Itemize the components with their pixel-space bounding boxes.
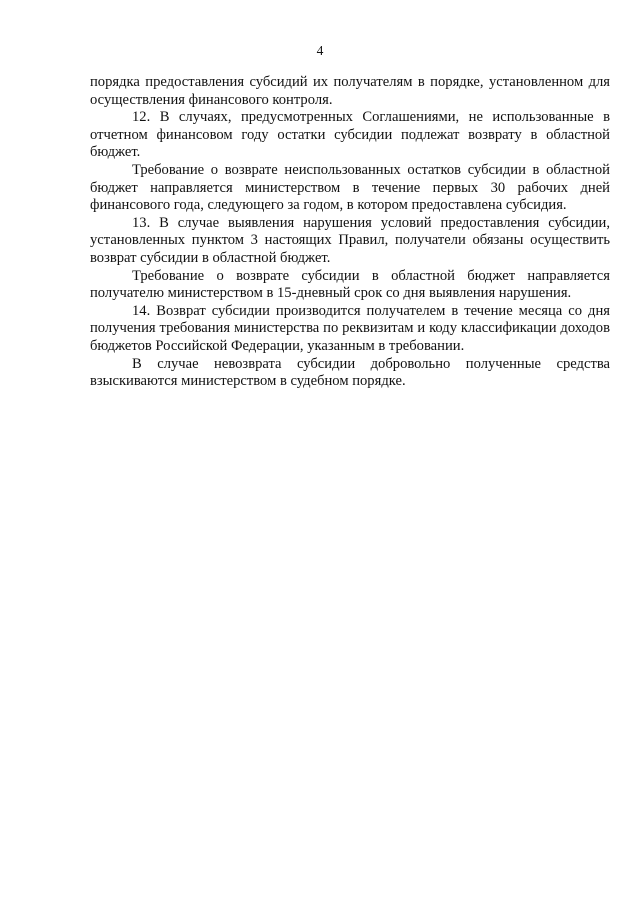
- document-body: [90, 74, 610, 391]
- paragraph-continuation: порядка предоставления субсидий их получателям в порядке, установленном для осуществления финансового контроля.: [90, 74, 610, 108]
- page-number: 4: [316, 43, 324, 58]
- paragraph-return-deadline: Требование о возврате субсидии в областной бюджет направляется получателю министерством в 15-дневный срок со дня выявления нарушения.: [90, 267, 610, 302]
- paragraph-return-requirement: Требование о возврате неиспользованных остатков субсидии в областной бюджет направляется министерством в течение первых 30 рабочих дней финансового года, следующего за годом, в котором предоставлена субсидия.: [90, 161, 610, 214]
- paragraph-clause-12: 12. В случаях, предусмотренных Соглашениями, не использованные в отчетном финансовом году остатки субсидии подлежат возврату в областной бюджет.: [90, 109, 610, 161]
- paragraph-court-recovery: В случае невозврата субсидии добровольно полученные средства взыскиваются министерством в судебном порядке.: [90, 355, 610, 390]
- paragraph-clause-14: 14. Возврат субсидии производится получателем в течение месяца со дня получения требования министерства по реквизитам и коду классификации доходов бюджетов Российской Федерации, указанным в требовании.: [90, 302, 610, 354]
- paragraph-clause-13: 13. В случае выявления нарушения условий предоставления субсидии, установленных пунктом 3 настоящих Правил, получатели обязаны осуществить возврат субсидии в областной бюджет.: [90, 214, 610, 266]
